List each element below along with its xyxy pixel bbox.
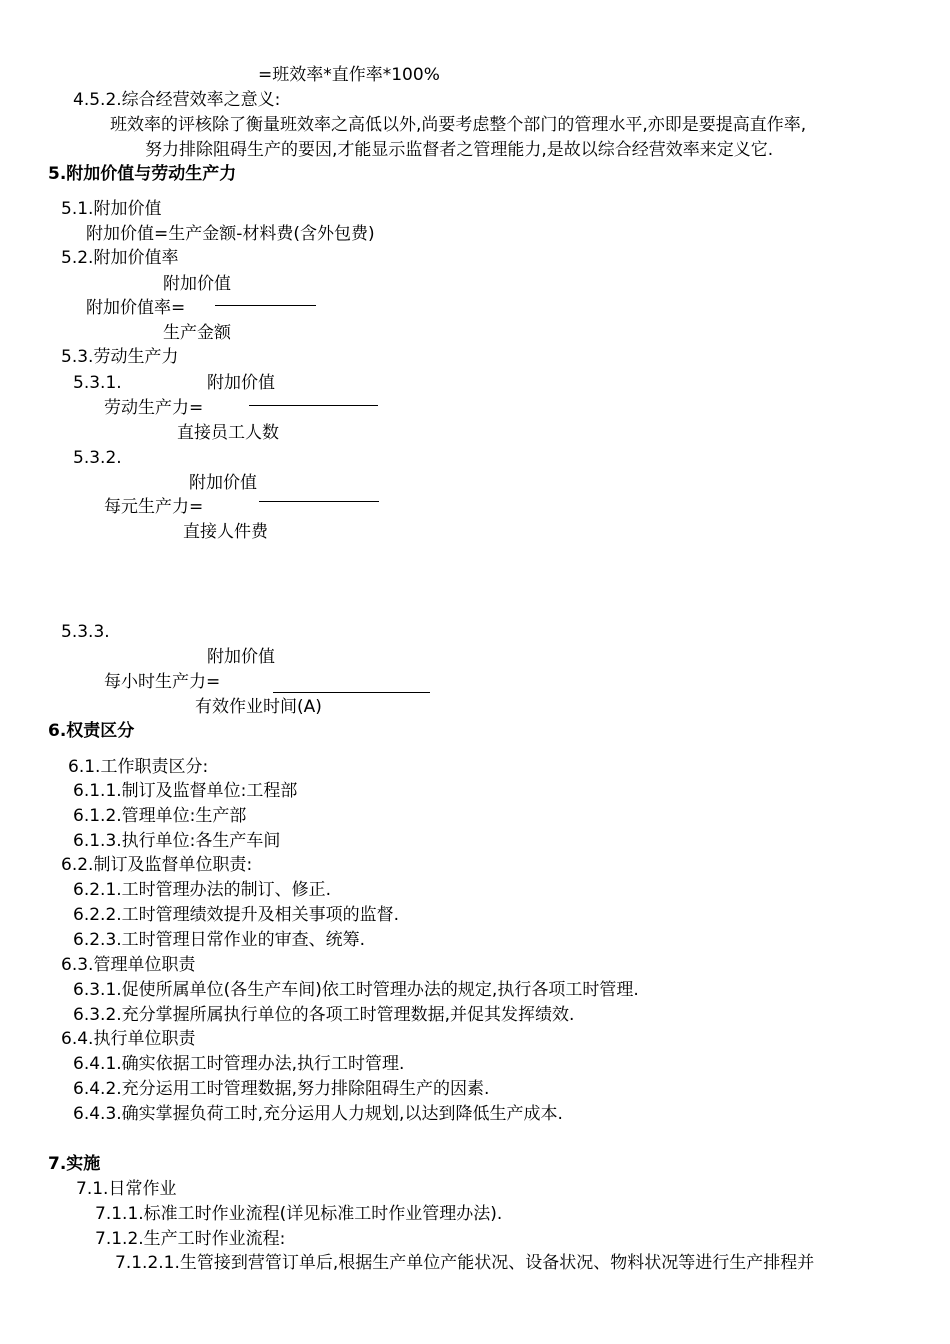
fraction-bar	[249, 405, 378, 406]
formula-numerator: 附加价值	[163, 274, 231, 294]
subsection-5-1: 5.1.附加价值	[61, 199, 162, 219]
paragraph-line: 努力排除阻碍生产的要因,才能显示监督者之管理能力,是故以综合经营效率来定义它.	[145, 140, 774, 160]
item-6-2-1: 6.2.1.工时管理办法的制订、修正.	[73, 880, 332, 900]
formula-denominator: 生产金额	[163, 323, 231, 343]
item-6-1-3: 6.1.3.执行单位:各生产车间	[73, 831, 281, 851]
subsection-7-1: 7.1.日常作业	[76, 1179, 177, 1199]
item-6-4-2: 6.4.2.充分运用工时管理数据,努力排除阻碍生产的因素.	[73, 1079, 490, 1099]
formula-lhs: 每元生产力=	[104, 497, 204, 517]
formula-lhs: 附加价值率=	[86, 298, 186, 318]
item-6-2-3: 6.2.3.工时管理日常作业的审查、统筹.	[73, 930, 366, 950]
subsection-6-2: 6.2.制订及监督单位职责:	[61, 855, 253, 875]
subsection-5-3-3: 5.3.3.	[61, 622, 110, 642]
subsection-6-1: 6.1.工作职责区分:	[68, 757, 209, 777]
fraction-bar	[215, 305, 316, 306]
fraction-bar	[273, 692, 430, 693]
subsection-5-2: 5.2.附加价值率	[61, 248, 179, 268]
subsection-5-3-2: 5.3.2.	[73, 448, 122, 468]
section-heading-6: 6.权责区分	[48, 721, 135, 741]
formula-lhs: 劳动生产力=	[104, 398, 204, 418]
section-heading-5: 5.附加价值与劳动生产力	[48, 164, 237, 184]
item-6-1-2: 6.1.2.管理单位:生产部	[73, 806, 247, 826]
subsection-5-3-1: 5.3.1.	[73, 373, 122, 393]
definition-line: 附加价值=生产金额-材料费(含外包费)	[86, 224, 375, 244]
formula-numerator: 附加价值	[207, 647, 275, 667]
paragraph-line: 班效率的评核除了衡量班效率之高低以外,尚要考虑整个部门的管理水平,亦即是要提高直作率,	[110, 115, 807, 135]
formula-lhs: 每小时生产力=	[104, 672, 221, 692]
formula-tail: =班效率*直作率*100%	[258, 65, 440, 85]
item-6-3-2: 6.3.2.充分掌握所属执行单位的各项工时管理数据,并促其发挥绩效.	[73, 1005, 575, 1025]
item-6-1-1: 6.1.1.制订及监督单位:工程部	[73, 781, 298, 801]
formula-denominator: 有效作业时间(A)	[195, 697, 322, 717]
item-6-4-1: 6.4.1.确实依据工时管理办法,执行工时管理.	[73, 1054, 405, 1074]
formula-denominator: 直接员工人数	[177, 423, 279, 443]
item-7-1-2-1: 7.1.2.1.生管接到营管订单后,根据生产单位产能状况、设备状况、物料状况等进行生产排程并	[115, 1253, 815, 1273]
item-6-3-1: 6.3.1.促使所属单位(各生产车间)依工时管理办法的规定,执行各项工时管理.	[73, 980, 639, 1000]
fraction-bar	[259, 501, 379, 502]
formula-denominator: 直接人件费	[183, 522, 268, 542]
item-6-4-3: 6.4.3.确实掌握负荷工时,充分运用人力规划,以达到降低生产成本.	[73, 1104, 563, 1124]
item-7-1-1: 7.1.1.标准工时作业流程(详见标准工时作业管理办法).	[95, 1204, 503, 1224]
formula-numerator: 附加价值	[207, 373, 275, 393]
item-7-1-2: 7.1.2.生产工时作业流程:	[95, 1229, 286, 1249]
formula-numerator: 附加价值	[189, 473, 257, 493]
subsection-4-5-2: 4.5.2.综合经营效率之意义:	[73, 90, 281, 110]
section-heading-7: 7.实施	[48, 1154, 101, 1174]
subsection-6-3: 6.3.管理单位职责	[61, 955, 196, 975]
subsection-6-4: 6.4.执行单位职责	[61, 1029, 196, 1049]
item-6-2-2: 6.2.2.工时管理绩效提升及相关事项的监督.	[73, 905, 400, 925]
subsection-5-3: 5.3.劳动生产力	[61, 347, 179, 367]
